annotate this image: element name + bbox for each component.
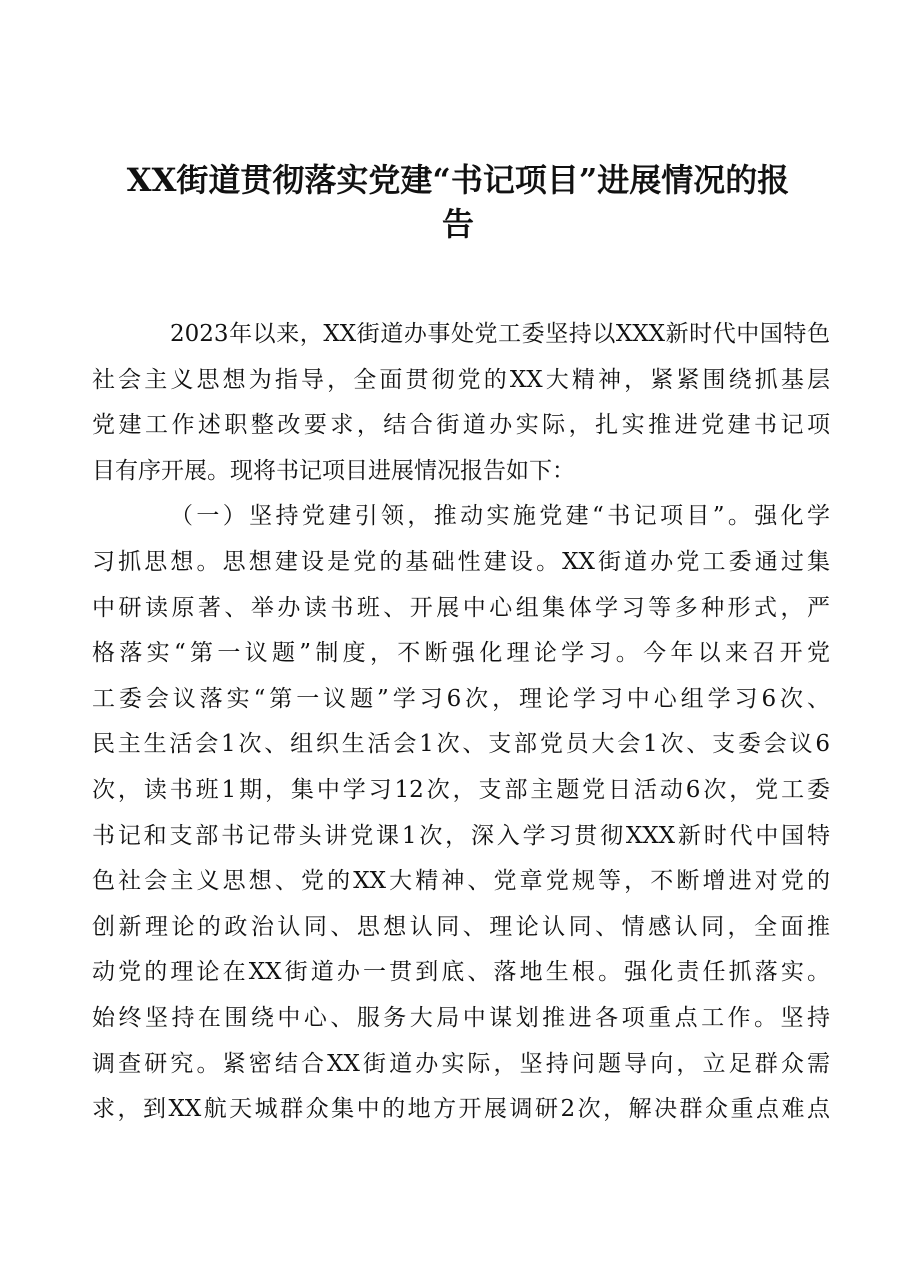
text-line: 2023年以来，XX街道办事处党工委坚持以XXX新时代中国特色 bbox=[170, 321, 830, 347]
text-line: 求，到XX航天城群众集中的地方开展调研2次，解决群众重点难点 bbox=[92, 1096, 830, 1123]
text-line: （一）坚持党建引领，推动实施党建“书记项目”。强化学 bbox=[170, 503, 830, 530]
paragraph-section-1 bbox=[92, 494, 830, 1132]
text-line: 书记和支部书记带头讲党课1次，深入学习贯彻XXX新时代中国特 bbox=[92, 822, 830, 849]
text-line: 党建工作述职整改要求，结合街道办实际，扎实推进党建书记项 bbox=[92, 412, 830, 439]
title-line-2: 告 bbox=[441, 205, 474, 243]
title-line-1: XX街道贯彻落实党建“书记项目”进展情况的报 bbox=[126, 161, 790, 199]
text-line: 次，读书班1期，集中学习12次，支部主题党日活动6次，党工委 bbox=[92, 776, 830, 803]
text-line: 习抓思想。思想建设是党的基础性建设。XX街道办党工委通过集 bbox=[92, 548, 830, 575]
text-line: 始终坚持在围绕中心、服务大局中谋划推进各项重点工作。坚持 bbox=[92, 1004, 830, 1031]
text-line: 色社会主义思想、党的XX大精神、党章党规等，不断增进对党的 bbox=[92, 868, 830, 895]
text-line: 格落实“第一议题”制度，不断强化理论学习。今年以来召开党 bbox=[92, 640, 830, 667]
document-body bbox=[92, 312, 830, 1133]
text-line: 民主生活会1次、组织生活会1次、支部党员大会1次、支委会议6 bbox=[92, 731, 830, 758]
text-line: 中研读原著、举办读书班、开展中心组集体学习等多种形式，严 bbox=[92, 594, 830, 621]
paragraph-intro bbox=[92, 312, 830, 494]
document-title bbox=[84, 158, 832, 246]
text-line: 社会主义思想为指导，全面贯彻党的XX大精神，紧紧围绕抓基层 bbox=[92, 366, 830, 393]
text-line: 工委会议落实“第一议题”学习6次，理论学习中心组学习6次、 bbox=[92, 685, 830, 712]
text-line: 目有序开展。现将书记项目进展情况报告如下： bbox=[92, 457, 575, 484]
text-line: 调查研究。紧密结合XX街道办实际，坚持问题导向，立足群众需 bbox=[92, 1050, 830, 1077]
text-line: 动党的理论在XX街道办一贯到底、落地生根。强化责任抓落实。 bbox=[92, 959, 830, 986]
text-line: 创新理论的政治认同、思想认同、理论认同、情感认同，全面推 bbox=[92, 913, 830, 940]
